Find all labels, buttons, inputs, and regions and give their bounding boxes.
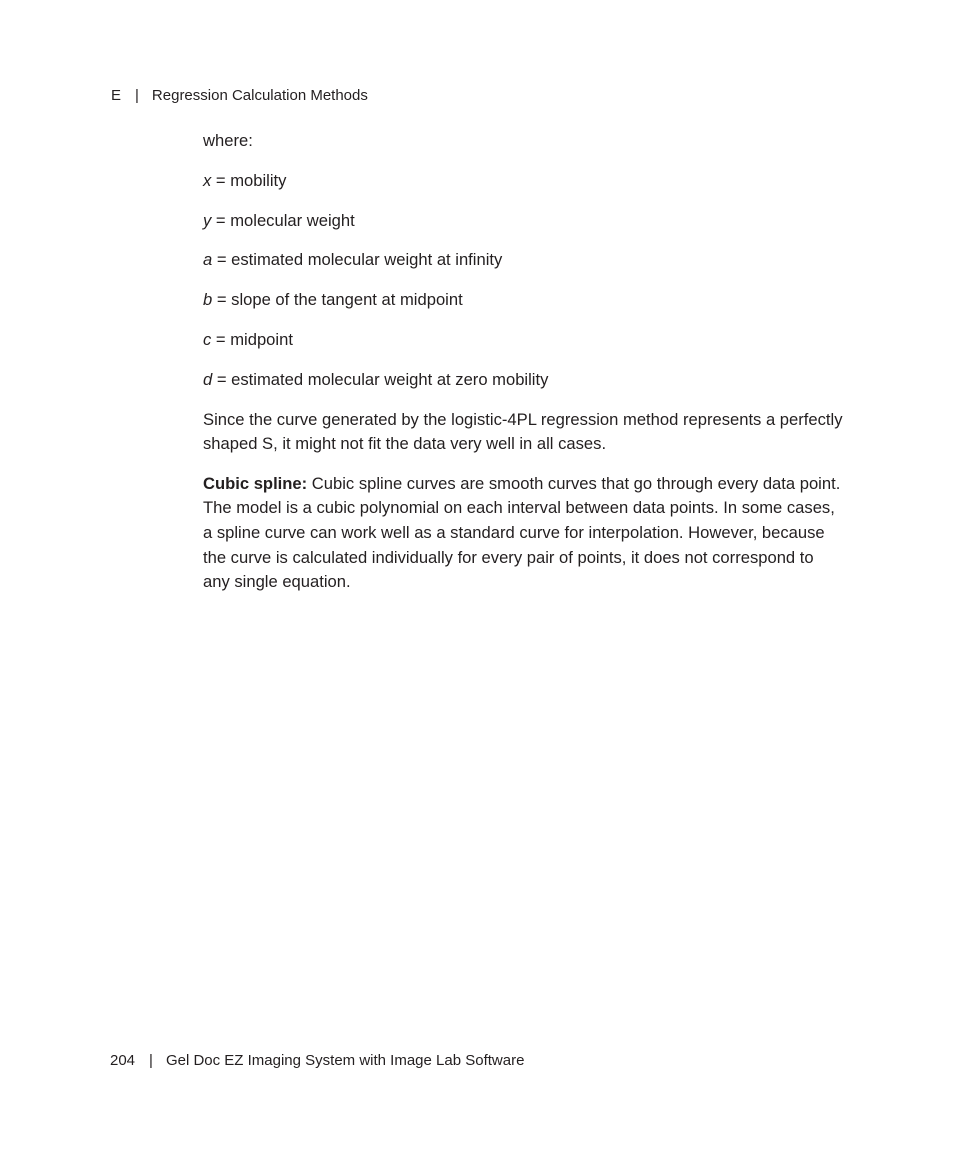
definition-c	[203, 328, 843, 368]
variable-definition: = midpoint	[211, 329, 293, 349]
document-title: Gel Doc EZ Imaging System with Image Lab Software	[165, 1052, 525, 1069]
variable-name: c	[203, 329, 212, 349]
variable-name: b	[203, 290, 213, 310]
spline-paragraph	[203, 472, 843, 595]
definition-a	[203, 248, 843, 288]
spline-description: Cubic spline curves are smooth curves that go through every data point. The model is a cubic polynomial on each interval between data points. In some cases, a spline curve can work well as a standard curve for interpolation. However, because the curve is calculated individually for every pair of points, it does not correspond to any single equation.	[203, 473, 841, 592]
variable-name: y	[203, 210, 212, 230]
definition-x	[203, 169, 843, 209]
definition-b	[203, 288, 843, 328]
page-content	[203, 129, 843, 610]
chapter-title: Regression Calculation Methods	[151, 87, 368, 104]
variable-name: a	[203, 250, 213, 270]
running-header	[111, 86, 368, 106]
footer-separator: |	[149, 1052, 153, 1069]
chapter-letter: E	[111, 87, 122, 104]
variable-definition: = slope of the tangent at midpoint	[212, 290, 463, 310]
variable-name: d	[203, 369, 213, 389]
variable-definition: = mobility	[211, 170, 287, 190]
logistic-paragraph: Since the curve generated by the logistic-4PL regression method represents a perfectly shaped S, it might not fit the data very well in all cases.	[203, 409, 843, 454]
header-separator: |	[135, 87, 139, 104]
variable-definition: = estimated molecular weight at infinity	[212, 250, 503, 270]
running-footer	[110, 1051, 524, 1071]
where-label: where:	[203, 131, 253, 150]
variable-definition: = estimated molecular weight at zero mobility	[212, 369, 549, 389]
variable-definition: = molecular weight	[211, 210, 355, 230]
spline-term: Cubic spline:	[203, 473, 308, 493]
definition-y	[203, 209, 843, 249]
page-number: 204	[110, 1052, 136, 1069]
variable-name: x	[203, 170, 212, 190]
definition-d	[203, 368, 843, 408]
